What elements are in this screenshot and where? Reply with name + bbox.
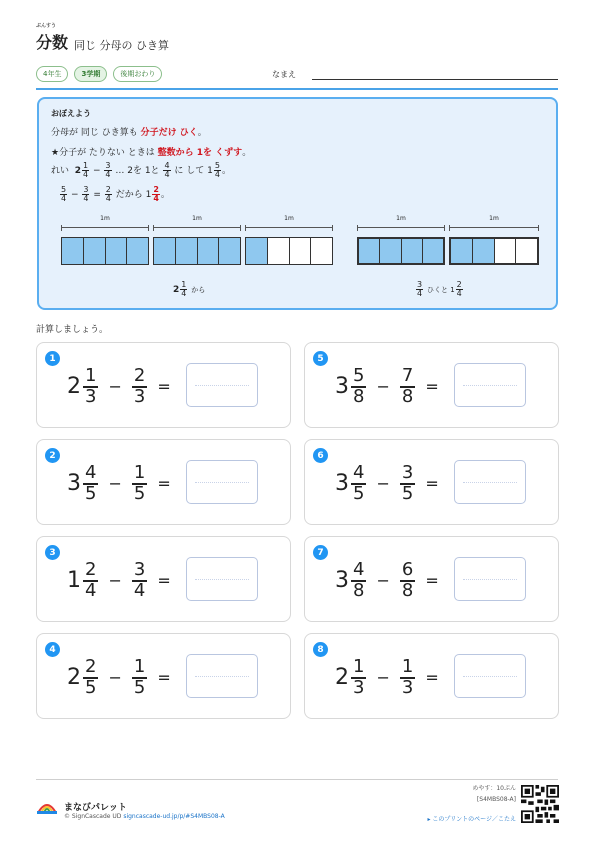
caption-text-right: ひくと 1	[426, 286, 455, 294]
answer-box[interactable]	[186, 654, 258, 698]
minus-sign: −	[376, 571, 390, 591]
bar-cell-filled	[359, 239, 380, 263]
lesson-rule-1-text: 分母が 同じ ひき算も	[51, 128, 141, 138]
problem-number: 7	[313, 545, 328, 560]
mixed-number	[335, 367, 366, 407]
bar-box	[153, 237, 241, 265]
mixed-number	[67, 658, 98, 698]
problem-card	[36, 439, 291, 525]
lesson-rule-1	[51, 125, 207, 138]
calc-minus: −	[70, 190, 79, 200]
denominator: 5	[85, 676, 97, 698]
problem-expression	[335, 561, 439, 601]
lesson-rule-2-end: 。	[242, 148, 252, 158]
header-rule	[36, 88, 558, 90]
problem-card	[36, 342, 291, 428]
problem-expression	[335, 367, 439, 407]
lesson-example	[51, 162, 231, 179]
problem-number: 8	[313, 642, 328, 657]
fraction-1	[83, 464, 98, 504]
bar-cell-filled	[246, 238, 268, 264]
bar-cell-filled	[219, 238, 240, 264]
answer-box[interactable]	[454, 363, 526, 407]
bar-cell-filled	[127, 238, 148, 264]
numerator: 2	[85, 559, 97, 580]
answers-link[interactable]: ▸ このプリントのページ／こたえ	[427, 816, 516, 823]
fraction-2	[132, 561, 147, 601]
lesson-rule-1-highlight: 分子だけ ひく	[140, 128, 198, 138]
bar-dimension	[449, 227, 539, 228]
problem-card	[304, 342, 559, 428]
numerator: 5	[353, 365, 365, 386]
denominator: 8	[353, 385, 365, 407]
calc-frac1: $\frac{5}{4}$	[61, 185, 67, 203]
whole-part: 3	[335, 568, 349, 594]
bar-dimension	[153, 227, 241, 228]
problem-expression	[335, 658, 439, 698]
numerator: 1	[401, 656, 414, 677]
example-mid: … 2を 1と	[115, 166, 160, 176]
minus-sign: −	[376, 668, 390, 688]
minus-sign: −	[108, 474, 122, 494]
fraction-1	[351, 561, 366, 601]
lesson-calc: $\frac{5}{4}$ − $\frac{3}{4}$ = $\frac{2}{4}$ だから 1 $\frac{2}{4}$ 。	[61, 185, 170, 203]
bar-cell-filled	[106, 238, 128, 264]
problem-number: 4	[45, 642, 60, 657]
fraction-1	[351, 464, 366, 504]
numerator: 2	[133, 365, 146, 386]
calc-result: $\frac{2}{4}$	[153, 185, 159, 203]
whole-part: 2	[335, 665, 349, 691]
bar-cell-filled	[62, 238, 84, 264]
bar-box	[245, 237, 333, 265]
bar-cell-filled	[198, 238, 220, 264]
denominator: 8	[353, 579, 365, 601]
bar-cell-filled	[380, 239, 401, 263]
numerator: 1	[85, 365, 97, 386]
problem-number: 6	[313, 448, 328, 463]
minus-sign: −	[108, 377, 122, 397]
bar-left-caption	[173, 281, 205, 298]
equals-sign: =	[425, 474, 439, 494]
bar-cell-empty	[516, 239, 537, 263]
fraction-1	[83, 367, 98, 407]
grade-tags	[36, 66, 162, 82]
title-sub: 同じ 分母の ひき算	[74, 39, 170, 52]
bar-cell-empty	[311, 238, 332, 264]
bar-cell-filled	[402, 239, 423, 263]
minus-sign: −	[376, 377, 390, 397]
calc-frac2: $\frac{3}{4}$	[83, 185, 89, 203]
answer-box[interactable]	[186, 363, 258, 407]
denominator: 5	[353, 482, 365, 504]
caption-whole: 2	[173, 285, 180, 295]
equals-sign: =	[157, 474, 171, 494]
answer-box[interactable]	[454, 654, 526, 698]
bar-unit-label: 1m	[396, 215, 406, 222]
example-mid2: に して 1	[174, 166, 213, 176]
caption-text: から	[191, 286, 206, 294]
lesson-rule-2-text: ★分子が たりない ときは	[51, 148, 158, 158]
denominator: 3	[401, 676, 414, 698]
answer-box[interactable]	[186, 460, 258, 504]
fraction-1	[83, 561, 98, 601]
equals-sign: =	[157, 571, 171, 591]
whole-part: 3	[67, 471, 81, 497]
title-main	[36, 23, 69, 53]
problem-number: 1	[45, 351, 60, 366]
calc-equals: =	[93, 190, 101, 200]
fraction-2	[400, 367, 415, 407]
problem-expression	[67, 658, 171, 698]
bar-dimension	[357, 227, 445, 228]
denominator: 4	[85, 579, 97, 601]
problem-card	[304, 439, 559, 525]
mixed-number	[67, 561, 98, 601]
worksheet-code: [S4MBS08-A]	[476, 796, 516, 803]
bar-cell-filled	[451, 239, 473, 263]
fraction-1	[83, 658, 98, 698]
copyright	[64, 813, 225, 820]
equals-sign: =	[425, 668, 439, 688]
bar-cell-filled	[473, 239, 495, 263]
whole-part: 2	[67, 374, 81, 400]
brand-name: まなびパレット	[64, 803, 127, 813]
bar-box	[61, 237, 149, 265]
lesson-rule-1-end: 。	[197, 128, 207, 138]
lesson-box	[37, 97, 558, 310]
whole-part: 2	[67, 665, 81, 691]
tag-term: 3学期	[74, 66, 107, 82]
instruction: 計算しましょう。	[36, 325, 109, 335]
problem-card	[36, 536, 291, 622]
bar-right-caption	[415, 281, 464, 298]
numerator: 3	[133, 559, 146, 580]
bar-cell-empty	[290, 238, 312, 264]
fraction-1	[351, 658, 366, 698]
equals-sign: =	[425, 377, 439, 397]
answer-box[interactable]	[454, 557, 526, 601]
denominator: 5	[133, 676, 146, 698]
bar-cell-filled	[176, 238, 198, 264]
problem-card	[304, 536, 559, 622]
footer-url-link[interactable]: signcascade-ud.jp/p/#S4MBS08-A	[123, 813, 225, 820]
bar-box	[357, 237, 445, 265]
equals-sign: =	[425, 571, 439, 591]
problem-card	[36, 633, 291, 719]
bar-cell-filled	[154, 238, 176, 264]
example-minus: −	[92, 166, 101, 176]
caption-frac-right2: $\frac{2}{4}$	[456, 280, 462, 298]
caption-frac: $\frac{1}{4}$	[181, 280, 187, 298]
bar-dimension	[245, 227, 333, 228]
whole-part: 1	[67, 568, 81, 594]
bar-cell-empty	[268, 238, 290, 264]
example-frac3: $\frac{4}{4}$	[164, 161, 170, 179]
problem-expression	[335, 464, 439, 504]
bar-unit-label: 1m	[100, 215, 110, 222]
problem-expression	[67, 561, 171, 601]
denominator: 4	[133, 579, 146, 601]
bar-box	[449, 237, 539, 265]
bar-cell-filled	[423, 239, 443, 263]
palette-logo-icon	[36, 797, 58, 815]
fraction-2	[400, 658, 415, 698]
whole-part: 3	[335, 471, 349, 497]
denominator: 5	[85, 482, 97, 504]
numerator: 6	[401, 559, 414, 580]
qr-code-icon[interactable]	[521, 785, 559, 823]
title-main-text: 分数	[36, 33, 69, 52]
mixed-number	[67, 464, 98, 504]
minus-sign: −	[108, 571, 122, 591]
example-frac2: $\frac{3}{4}$	[105, 161, 111, 179]
problem-expression	[67, 464, 171, 504]
denominator: 3	[85, 385, 97, 407]
name-field[interactable]	[312, 79, 558, 80]
tag-grade: 4年生	[36, 66, 68, 82]
numerator: 4	[353, 559, 365, 580]
bar-unit-label: 1m	[192, 215, 202, 222]
bar-unit-label: 1m	[489, 215, 499, 222]
caption-frac-right: $\frac{3}{4}$	[417, 280, 423, 298]
whole-part: 3	[335, 374, 349, 400]
denominator: 8	[401, 385, 414, 407]
bar-unit-label: 1m	[284, 215, 294, 222]
title-ruby: ぶんすう	[36, 23, 57, 29]
numerator: 1	[133, 656, 146, 677]
bar-cell-empty	[495, 239, 517, 263]
problem-number: 3	[45, 545, 60, 560]
example-whole: 2	[74, 166, 82, 176]
bar-dimension	[61, 227, 149, 228]
fraction-2	[400, 464, 415, 504]
bar-cell-filled	[84, 238, 106, 264]
numerator: 7	[401, 365, 414, 386]
example-frac1: $\frac{1}{4}$	[83, 161, 89, 179]
problem-card	[304, 633, 559, 719]
name-label: なまえ	[272, 70, 296, 79]
time-estimate: めやす：10ぷん	[472, 785, 516, 792]
problem-number: 2	[45, 448, 60, 463]
answer-box[interactable]	[454, 460, 526, 504]
equals-sign: =	[157, 377, 171, 397]
copyright-text: © SignCascade UD	[64, 813, 122, 820]
mixed-number	[335, 658, 366, 698]
calc-frac3: $\frac{2}{4}$	[105, 185, 111, 203]
answer-box[interactable]	[186, 557, 258, 601]
denominator: 3	[353, 676, 365, 698]
denominator: 5	[133, 482, 146, 504]
example-frac4: $\frac{5}{4}$	[214, 161, 220, 179]
fraction-2	[400, 561, 415, 601]
mixed-number	[67, 367, 98, 407]
minus-sign: −	[108, 668, 122, 688]
denominator: 5	[401, 482, 414, 504]
mixed-number	[335, 464, 366, 504]
example-end: 。	[221, 166, 231, 176]
numerator: 4	[353, 462, 365, 483]
numerator: 2	[85, 656, 97, 677]
mixed-number	[335, 561, 366, 601]
lesson-rule-2-highlight: 整数から 1を くずす	[157, 148, 243, 158]
minus-sign: −	[376, 474, 390, 494]
lesson-rule-2	[51, 145, 251, 158]
footer-rule	[36, 779, 558, 780]
numerator: 3	[401, 462, 414, 483]
numerator: 4	[85, 462, 97, 483]
lesson-heading: おぼえよう	[51, 109, 91, 118]
example-label: れい	[51, 166, 70, 176]
fraction-1	[351, 367, 366, 407]
page-title	[36, 23, 170, 53]
denominator: 8	[401, 579, 414, 601]
tag-period: 後期おわり	[113, 66, 162, 82]
numerator: 1	[133, 462, 146, 483]
problem-expression	[67, 367, 171, 407]
equals-sign: =	[157, 668, 171, 688]
calc-text: だから 1	[115, 190, 152, 200]
denominator: 3	[133, 385, 146, 407]
fraction-2	[132, 464, 147, 504]
fraction-2	[132, 658, 147, 698]
numerator: 1	[353, 656, 365, 677]
problem-number: 5	[313, 351, 328, 366]
fraction-2	[132, 367, 147, 407]
